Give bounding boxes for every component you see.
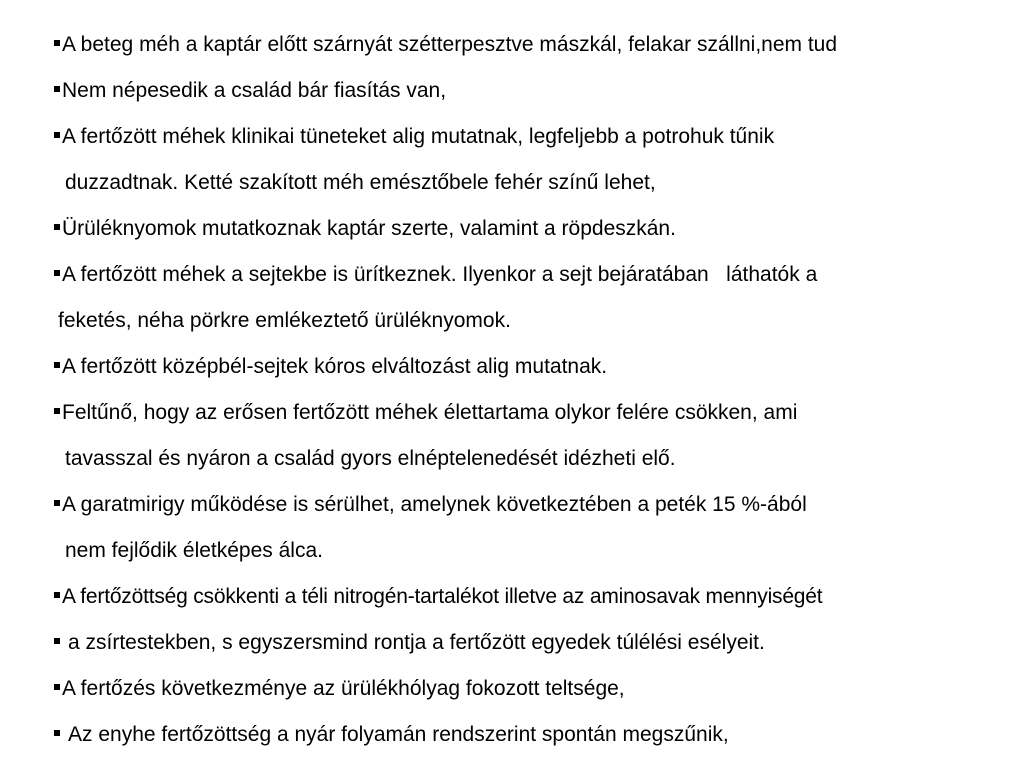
bullet-icon (54, 684, 60, 690)
bullet-icon (54, 86, 60, 92)
text-line (54, 209, 676, 249)
text-line (65, 531, 323, 571)
line-text: Ürüléknyomok mutatkoznak kaptár szerte, valamint a röpdeszkán. (62, 217, 676, 240)
line-text: A garatmirigy működése is sérülhet, amelynek következtében a peték 15 %-ából (62, 493, 807, 516)
line-text: Feltűnő, hogy az erősen fertőzött méhek élettartama olykor felére csökken, ami (62, 401, 798, 424)
text-line (54, 715, 729, 755)
line-text: A fertőzött középbél-sejtek kóros elváltozást alig mutatnak. (62, 355, 608, 378)
line-text: A fertőzöttség csökkenti a téli nitrogén-tartalékot illetve az aminosavak mennyiségét (62, 585, 823, 608)
line-text: Az enyhe fertőzöttség a nyár folyamán rendszerint spontán megszűnik, (68, 723, 729, 746)
bullet-icon (54, 500, 60, 506)
text-line (54, 347, 607, 387)
text-line (54, 71, 446, 111)
text-line (54, 25, 837, 65)
line-text: nem fejlődik életképes álca. (65, 539, 323, 562)
text-line (54, 669, 625, 709)
bullet-icon (54, 270, 60, 276)
line-text: tavasszal és nyáron a család gyors elnéptelenedését idézheti elő. (65, 447, 676, 470)
text-line (54, 117, 774, 157)
line-text: a zsírtestekben, s egyszersmind rontja a fertőzött egyedek túlélési esélyeit. (68, 631, 765, 654)
text-line (54, 393, 797, 433)
bullet-icon (54, 730, 60, 736)
text-line (54, 623, 765, 663)
line-text: feketés, néha pörkre emlékeztető ürüléknyomok. (58, 309, 511, 332)
bullet-icon (54, 132, 60, 138)
bullet-icon (54, 40, 60, 46)
line-text: A fertőzött méhek a sejtekbe is ürítkeznek. Ilyenkor a sejt bejáratában láthatók a (62, 263, 818, 286)
text-line (54, 485, 807, 525)
bullet-icon (54, 362, 60, 368)
line-text: A fertőzés következménye az ürülékhólyag fokozott teltsége, (62, 677, 625, 700)
bullet-icon (54, 224, 60, 230)
bullet-icon (54, 408, 60, 414)
text-line (54, 255, 817, 295)
text-line (65, 439, 676, 479)
line-text: duzzadtnak. Ketté szakított méh emésztőbele fehér színű lehet, (65, 171, 656, 194)
bullet-icon (54, 638, 60, 644)
line-text: Nem népesedik a család bár fiasítás van, (62, 79, 447, 102)
bullet-icon (54, 592, 60, 598)
line-text: A fertőzött méhek klinikai tüneteket alig mutatnak, legfeljebb a potrohuk tűnik (62, 125, 775, 148)
text-line (54, 577, 822, 617)
text-line (58, 301, 511, 341)
text-line (65, 163, 656, 203)
line-text: A beteg méh a kaptár előtt szárnyát szétterpesztve mászkál, felakar szállni,nem tud (62, 33, 838, 56)
